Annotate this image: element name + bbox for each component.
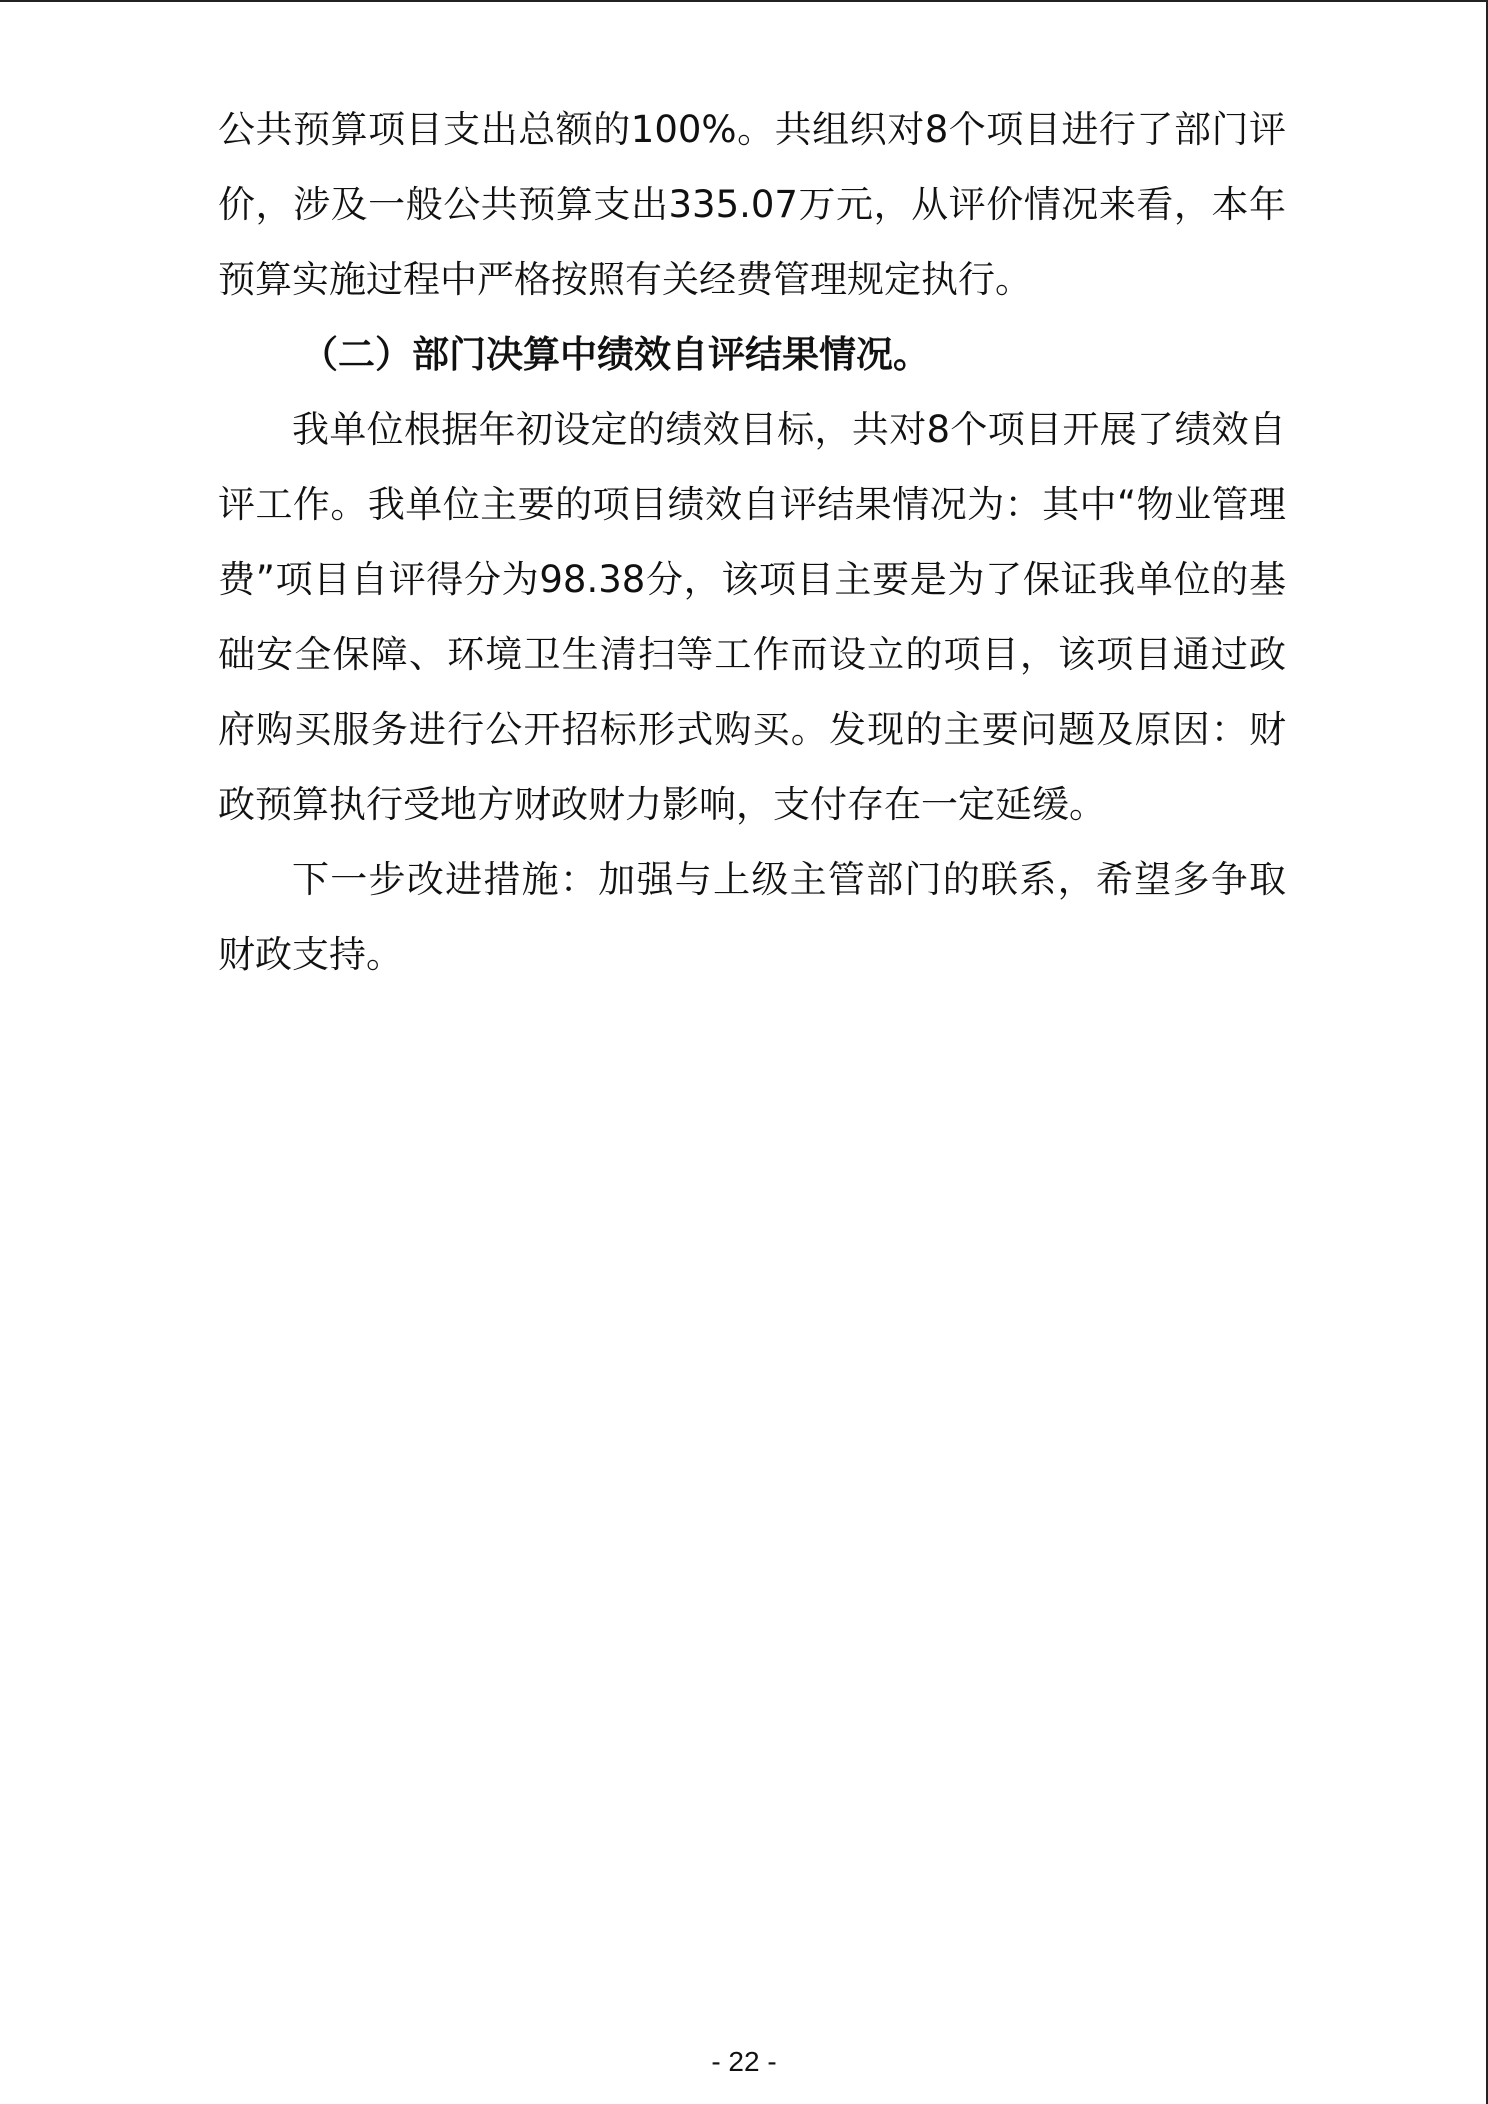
paragraph-budget-evaluation: 公共预算项目支出总额的100%。共组织对8个项目进行了部门评价，涉及一般公共预算支出335.07万元，从评价情况来看，本年预算实施过程中严格按照有关经费管理规定执行。 — [218, 108, 1286, 301]
paragraph-self-evaluation-results: 我单位根据年初设定的绩效目标，共对8个项目开展了绩效自评工作。我单位主要的项目绩效自评结果情况为：其中“物业管理费”项目自评得分为98.38分，该项目主要是为了保证我单位的基础安全保障、环境卫生清扫等工作而设立的项目，该项目通过政府购买服务进行公开招标形式购买。发现的主要问题及原因：财政预算执行受地方财政财力影响，支付存在一定延缓。 — [218, 408, 1286, 826]
document-body — [218, 92, 1286, 992]
section-heading-self-evaluation: （二）部门决算中绩效自评结果情况。 — [301, 333, 930, 376]
paragraph-improvement-measures: 下一步改进措施：加强与上级主管部门的联系，希望多争取财政支持。 — [218, 858, 1286, 976]
page-number: - 22 - — [711, 2046, 777, 2077]
